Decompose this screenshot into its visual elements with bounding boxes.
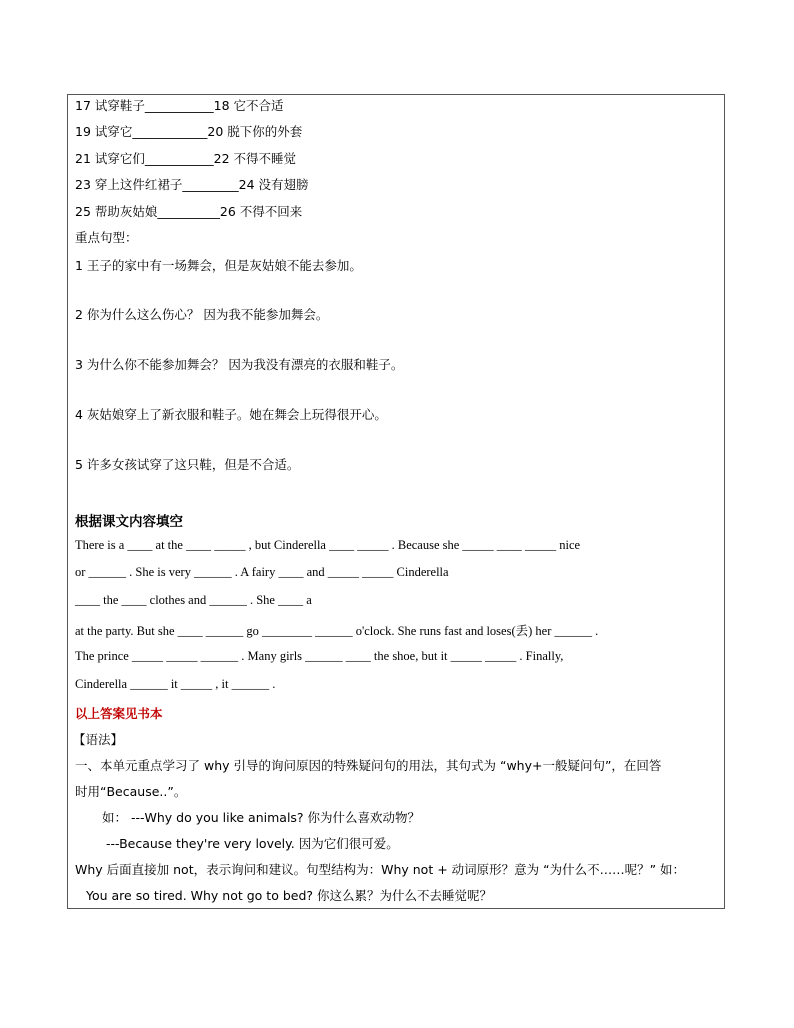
key-sentence-2: 2 你为什么这么伤心？ 因为我不能参加舞会。 [75,307,329,322]
answer-note: 以上答案见书本 [75,706,163,721]
grammar-title: 【语法】 [73,732,124,747]
fill-line-6: Cinderella ______ it _____ , it ______ . [75,677,276,691]
phrase-line-1: 17 试穿鞋子___________18 它不合适 [75,98,284,113]
fill-line-3: ____ the ____ clothes and ______ . She ____ a [75,593,312,607]
fill-section-title: 根据课文内容填空 [75,514,183,530]
key-sentence-1: 1 王子的家中有一场舞会，但是灰姑娘不能去参加。 [75,258,362,273]
grammar-example-question: 如： ---Why do you like animals? 你为什么喜欢动物？ [102,810,421,825]
phrase-line-4: 23 穿上这件红裙子_________24 没有翅膀 [75,177,309,192]
key-sentence-5: 5 许多女孩试穿了这只鞋，但是不合适。 [75,457,300,472]
fill-line-4: at the party. But she ____ ______ go ________ ______ o'clock. She runs fast and loses(丢) her ______ . [75,624,599,638]
fill-line-5: The prince _____ _____ ______ . Many girls ______ ____ the shoe, but it _____ _____ . Finally, [75,649,564,663]
grammar-example-answer: ---Because they're very lovely. 因为它们很可爱。 [106,836,399,851]
fill-line-2: or ______ . She is very ______ . A fairy ____ and _____ _____ Cinderella [75,565,449,579]
grammar-example-why-not: You are so tired. Why not go to bed? 你这么累？为什么不去睡觉呢？ [86,888,492,903]
grammar-line-2: 时用“Because..”。 [75,784,187,799]
grammar-line-1: 一、本单元重点学习了 why 引导的询问原因的特殊疑问句的用法，其句式为 “why+一般疑问句”，在回答 [75,758,662,773]
phrase-line-3: 21 试穿它们___________22 不得不睡觉 [75,151,297,166]
phrase-line-2: 19 试穿它____________20 脱下你的外套 [75,124,303,139]
grammar-line-why-not: Why 后面直接加 not，表示询问和建议。句型结构为：Why not + 动词原形？意为 “为什么不……呢？” 如： [75,862,686,877]
phrase-line-5: 25 帮助灰姑娘__________26 不得不回来 [75,204,303,219]
key-sentence-3: 3 为什么你不能参加舞会？ 因为我没有漂亮的衣服和鞋子。 [75,357,404,372]
fill-line-1: There is a ____ at the ____ _____ , but Cinderella ____ _____ . Because she _____ ____ _____ nice [75,538,581,552]
key-sentences-title: 重点句型： [75,230,138,245]
key-sentence-4: 4 灰姑娘穿上了新衣服和鞋子。她在舞会上玩得很开心。 [75,407,387,422]
